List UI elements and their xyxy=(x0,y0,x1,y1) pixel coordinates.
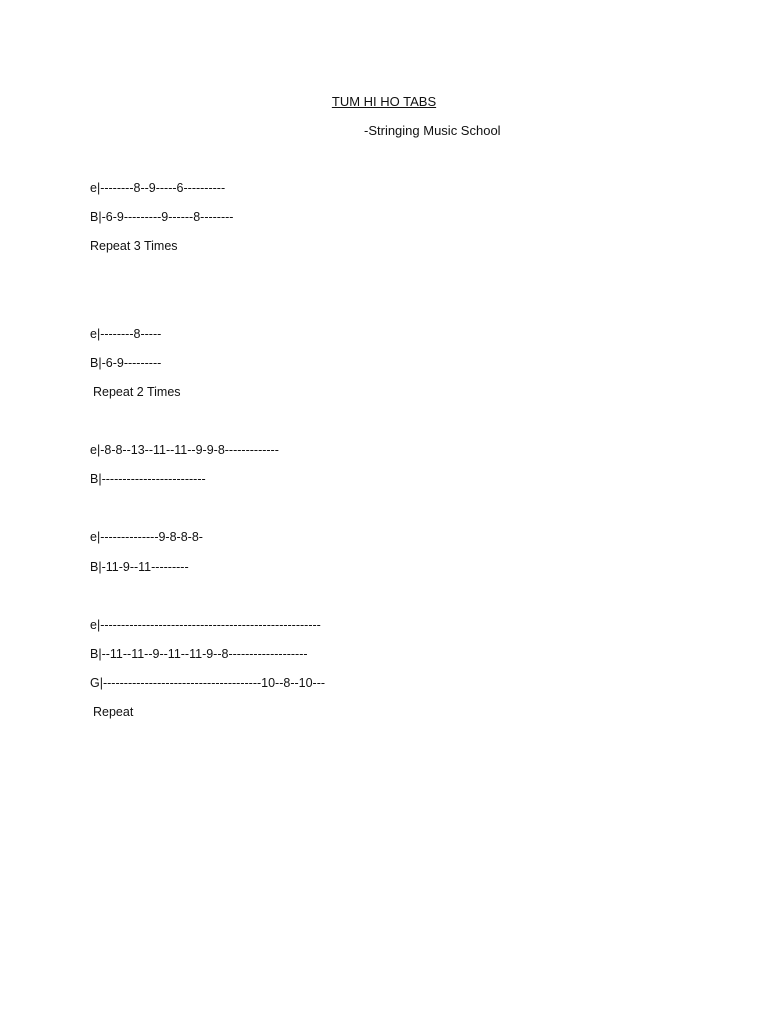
repeat-note: Repeat 3 Times xyxy=(90,239,178,253)
tab-line-g: G|--------------------------------------10--8--10--- xyxy=(90,676,326,690)
repeat-note: Repeat 2 Times xyxy=(93,385,181,399)
tab-line-e: e|--------------9-8-8-8- xyxy=(90,530,203,544)
tab-line-e: e|--------8----- xyxy=(90,327,162,341)
tab-line-b: B|------------------------- xyxy=(90,472,206,486)
tab-line-b: B|-6-9--------- xyxy=(90,356,162,370)
tab-line-e: e|----------------------------------------------------- xyxy=(90,618,321,632)
tab-line-b: B|-11-9--11--------- xyxy=(90,560,189,574)
repeat-note: Repeat xyxy=(93,705,134,719)
tab-line-b: B|--11--11--9--11--11-9--8------------------- xyxy=(90,647,308,661)
tab-line-e: e|--------8--9-----6---------- xyxy=(90,181,226,195)
document-title: TUM HI HO TABS xyxy=(331,94,437,109)
document-subtitle: -Stringing Music School xyxy=(364,123,501,138)
tab-line-e: e|-8-8--13--11--11--9-9-8------------- xyxy=(90,443,279,457)
tab-line-b: B|-6-9---------9------8-------- xyxy=(90,210,234,224)
